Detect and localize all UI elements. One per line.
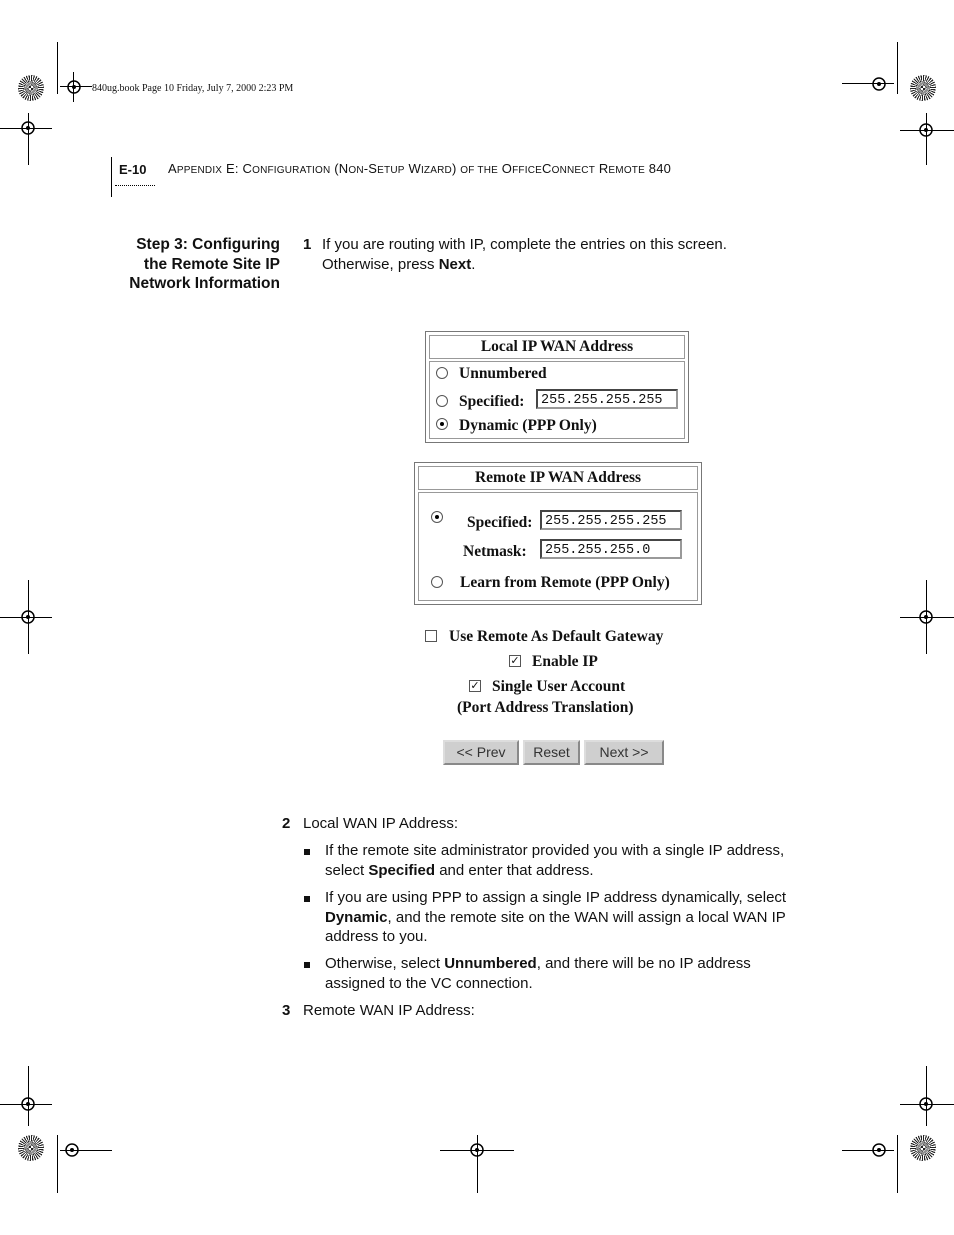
netmask-label: Netmask: bbox=[463, 543, 527, 560]
print-info: 840ug.book Page 10 Friday, July 7, 2000 2:23 PM bbox=[92, 83, 294, 94]
bullet-icon bbox=[304, 849, 310, 855]
netmask-field[interactable]: 255.255.255.0 bbox=[540, 539, 682, 559]
crop-line bbox=[57, 1135, 58, 1193]
crosshair-target-icon bbox=[913, 1091, 939, 1117]
unnumbered-radio[interactable] bbox=[436, 367, 448, 379]
text-span: , and there will be no IP address bbox=[536, 955, 751, 972]
crosshair-target-icon bbox=[913, 117, 939, 143]
running-head-part: E: C bbox=[222, 161, 253, 176]
running-head-part: ONFIGURATION bbox=[252, 165, 331, 176]
dynamic-radio[interactable] bbox=[436, 418, 448, 430]
page-tab-rule bbox=[111, 157, 112, 197]
bullet-line: address to you. bbox=[325, 928, 428, 945]
learn-from-remote-radio[interactable] bbox=[431, 576, 443, 588]
text-span: Otherwise, press bbox=[322, 255, 439, 273]
default-gateway-label: Use Remote As Default Gateway bbox=[449, 628, 664, 645]
bullet-line: If the remote site administrator provided you with a single IP address, bbox=[325, 842, 785, 859]
remote-specified-field[interactable]: 255.255.255.255 bbox=[540, 510, 682, 530]
remote-ip-wan-panel bbox=[414, 462, 702, 605]
side-heading-line: the Remote Site IP bbox=[143, 255, 280, 273]
enable-ip-label: Enable IP bbox=[532, 653, 598, 670]
remote-specified-radio[interactable] bbox=[431, 511, 443, 523]
step-number: 1 bbox=[303, 236, 312, 253]
text-span: , and the remote site on the WAN will assign a local WAN IP bbox=[387, 908, 786, 926]
crosshair-target-icon bbox=[15, 604, 41, 630]
crosshair-target-icon bbox=[15, 1091, 41, 1117]
bold-term: Dynamic bbox=[325, 908, 388, 926]
bullet-line bbox=[325, 908, 845, 928]
local-specified-field[interactable]: 255.255.255.255 bbox=[536, 389, 678, 409]
prev-button[interactable]: << Prev bbox=[443, 740, 519, 765]
running-head-part: R bbox=[595, 161, 609, 176]
running-head-part: -S bbox=[363, 161, 378, 176]
side-heading-line: Network Information bbox=[129, 275, 280, 292]
crosshair-target-icon bbox=[59, 1137, 85, 1163]
port-address-translation-label: (Port Address Translation) bbox=[457, 699, 634, 716]
next-button[interactable]: Next >> bbox=[584, 740, 664, 765]
local-specified-label: Specified: bbox=[459, 393, 525, 410]
bullet-item bbox=[325, 888, 845, 947]
side-heading-line: Step 3: Configuring bbox=[136, 236, 280, 253]
running-head-part: ETUP bbox=[377, 165, 405, 176]
running-head-part: (N bbox=[330, 161, 349, 176]
running-head-part: FFICE bbox=[512, 165, 542, 176]
bullet-line bbox=[325, 861, 825, 881]
crop-line bbox=[897, 1135, 898, 1193]
step-number: 2 bbox=[282, 815, 291, 832]
side-heading bbox=[90, 235, 280, 294]
step3-label: Remote WAN IP Address: bbox=[303, 1002, 475, 1019]
running-head-part: EMOTE bbox=[608, 165, 645, 176]
registration-wheel-icon bbox=[910, 75, 936, 101]
crosshair-target-icon bbox=[15, 115, 41, 141]
bullet-item bbox=[325, 841, 825, 880]
step1-text bbox=[322, 235, 822, 274]
single-user-account-label: Single User Account bbox=[492, 678, 626, 695]
step1-line1: If you are routing with IP, complete the entries on this screen. bbox=[322, 236, 727, 253]
registration-wheel-icon bbox=[18, 1135, 44, 1161]
crosshair-target-icon bbox=[61, 74, 87, 100]
dynamic-label: Dynamic (PPP Only) bbox=[459, 417, 597, 434]
bullet-item bbox=[325, 954, 825, 993]
text-span: and enter that address. bbox=[435, 861, 594, 879]
running-head-part: PPENDIX bbox=[176, 165, 223, 176]
bullet-line: assigned to the VC connection. bbox=[325, 974, 533, 992]
running-head-part: OF THE bbox=[460, 165, 498, 176]
step-number: 3 bbox=[282, 1002, 291, 1019]
local-ip-wan-panel bbox=[425, 331, 689, 443]
page-number: E-10 bbox=[119, 162, 147, 177]
crosshair-target-icon bbox=[464, 1137, 490, 1163]
remote-specified-label: Specified: bbox=[467, 514, 533, 531]
bullet-line: If you are using PPP to assign a single IP address dynamically, select bbox=[325, 889, 787, 906]
running-head-part: 840 bbox=[644, 161, 672, 176]
running-head-part: IZARD bbox=[420, 165, 452, 176]
running-head-part: A bbox=[168, 161, 177, 176]
bullet-icon bbox=[304, 962, 310, 968]
text-span: select bbox=[325, 861, 369, 879]
bold-term: Specified bbox=[368, 861, 436, 879]
step2-label: Local WAN IP Address: bbox=[303, 815, 459, 832]
enable-ip-checkbox[interactable]: ✓ bbox=[510, 654, 520, 667]
text-span: . bbox=[471, 255, 476, 273]
local-ip-wan-title: Local IP WAN Address bbox=[480, 338, 634, 355]
crop-line bbox=[897, 42, 898, 94]
bold-term: Unnumbered bbox=[444, 955, 537, 972]
learn-from-remote-label: Learn from Remote (PPP Only) bbox=[460, 574, 670, 591]
unnumbered-label: Unnumbered bbox=[459, 365, 547, 382]
crop-line bbox=[57, 42, 58, 94]
running-head-part: W bbox=[404, 161, 421, 176]
registration-wheel-icon bbox=[18, 75, 44, 101]
crosshair-target-icon bbox=[866, 1137, 892, 1163]
bold-term: Next bbox=[438, 255, 472, 273]
bullet-icon bbox=[304, 896, 310, 902]
single-user-account-checkbox[interactable]: ✓ bbox=[470, 679, 480, 692]
default-gateway-checkbox[interactable] bbox=[425, 630, 437, 642]
running-head-part: ONNECT bbox=[551, 165, 596, 176]
running-head-part: C bbox=[542, 161, 552, 176]
running-head-part: ON bbox=[348, 165, 364, 176]
local-specified-radio[interactable] bbox=[436, 395, 448, 407]
running-head bbox=[168, 161, 671, 176]
text-span: Otherwise, select bbox=[325, 955, 445, 972]
crosshair-target-icon bbox=[866, 71, 892, 97]
remote-ip-wan-title: Remote IP WAN Address bbox=[474, 469, 642, 486]
step1-line2 bbox=[322, 255, 822, 275]
bullet-line bbox=[325, 954, 825, 974]
dotted-rule bbox=[115, 185, 155, 190]
reset-button[interactable]: Reset bbox=[523, 740, 580, 765]
running-head-part: O bbox=[497, 161, 513, 176]
registration-wheel-icon bbox=[910, 1135, 936, 1161]
running-head-part: ) bbox=[451, 161, 461, 176]
crosshair-target-icon bbox=[913, 604, 939, 630]
